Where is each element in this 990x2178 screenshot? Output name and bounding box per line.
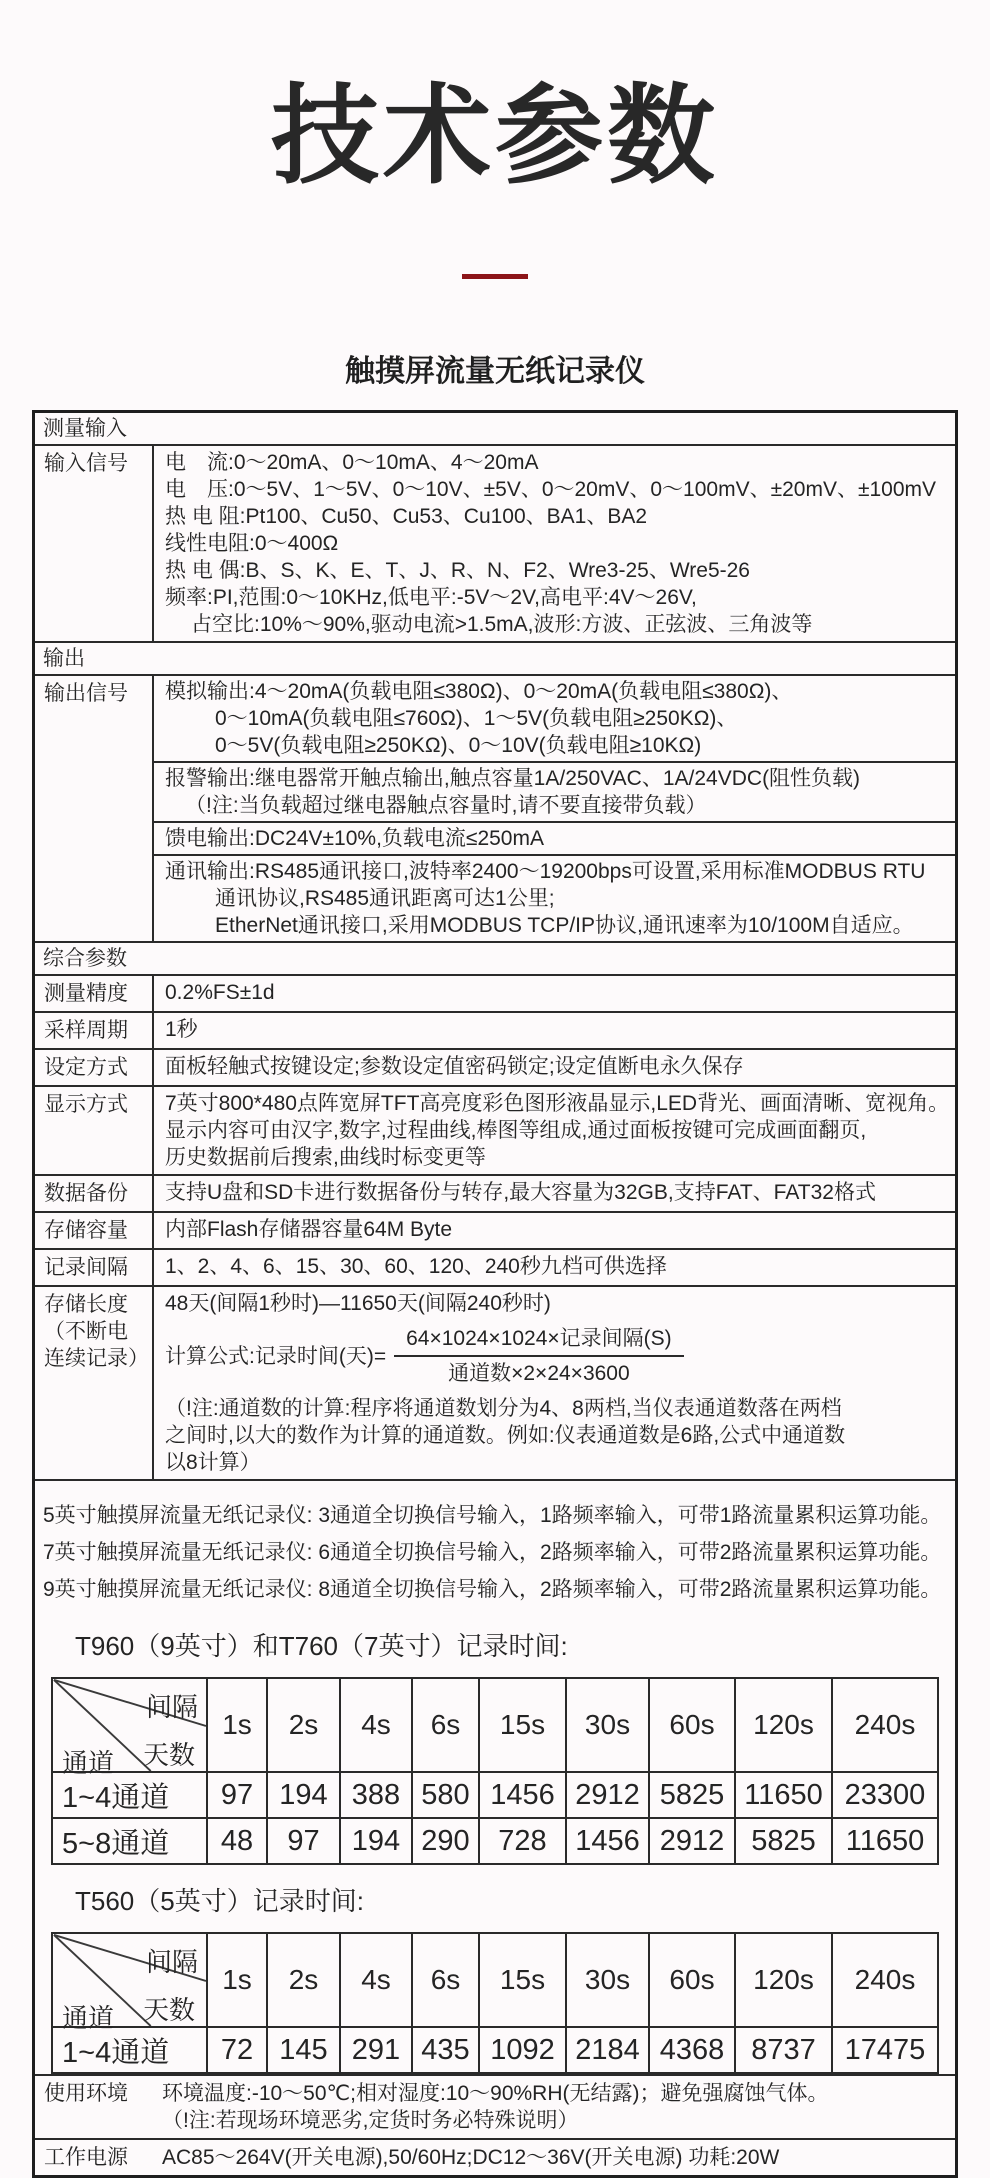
storage-label-line-3: 连续记录） <box>44 1347 149 1370</box>
t960-table-heading: T960（9英寸）和T760（7英寸）记录时间: <box>75 1631 568 1661</box>
spec-line-alarm-note: （!注:当负载超过继电器触点容量时,请不要直接带负载） <box>185 794 707 817</box>
environment-row <box>35 2074 955 2138</box>
storage-range: 48天(间隔1秒时)—11650天(间隔240秒时) <box>165 1292 551 1315</box>
storage-label-line-1: 存储长度 <box>44 1293 128 1316</box>
corner-days-label: 天数 <box>143 1995 196 2025</box>
t960-header-row <box>52 1678 938 1772</box>
spec-line-comm-3: EtherNet通讯接口,采用MODBUS TCP/IP协议,通讯速率为10/100M自适应。 <box>215 914 914 937</box>
spec-table <box>35 413 955 1481</box>
t960-cell: 1456 <box>566 1818 649 1864</box>
setting-value <box>153 1049 955 1086</box>
row-label-setting: 设定方式 <box>35 1049 153 1086</box>
spec-row-display <box>35 1086 955 1175</box>
row-label-capacity: 存储容量 <box>35 1212 153 1249</box>
spec-line-linear-resistance: 线性电阻:0～400Ω <box>165 532 339 555</box>
title-divider-dash <box>462 274 528 279</box>
spec-line-display-2: 显示内容可由汉字,数字,过程曲线,棒图等组成,通过面板按键可完成画面翻页, <box>165 1119 867 1142</box>
page-subtitle: 触摸屏流量无纸记录仪 <box>345 355 645 388</box>
environment-value <box>162 2080 955 2134</box>
feed-output-block <box>154 823 955 856</box>
t960-row-ch1-4 <box>52 1772 938 1818</box>
section-header-measure-input: 测量输入 <box>35 413 955 445</box>
t960-col-header: 240s <box>832 1678 938 1772</box>
corner-interval-label: 间隔 <box>145 1692 198 1722</box>
t960-diagonal-corner-cell <box>52 1678 207 1778</box>
output-signal-value <box>153 675 955 942</box>
capacity-value <box>153 1212 955 1249</box>
t960-cell: 11650 <box>735 1772 832 1818</box>
spec-line-alarm-1: 报警输出:继电器常开触点输出,触点容量1A/250VAC、1A/24VDC(阻性负载) <box>165 767 861 790</box>
environment-line-2: （!注:若现场环境恶劣,定货时务必特殊说明） <box>162 2109 579 2132</box>
t560-row-label: 1~4通道 <box>52 2027 207 2073</box>
spec-line-current: 电 流:0～20mA、0～10mA、4～20mA <box>165 451 539 474</box>
power-value <box>162 2144 955 2171</box>
t960-col-header: 1s <box>207 1678 267 1772</box>
model-7inch-description: 7英寸触摸屏流量无纸记录仪: 6通道全切换信号输入，2路频率输入，可带2路流量累积运算功能。 <box>43 1541 942 1564</box>
spec-line-analog-2: 0～10mA(负载电阻≤760Ω)、1～5V(负载电阻≥250KΩ)、 <box>215 707 738 730</box>
section-row-output <box>35 642 955 675</box>
t960-row-label: 1~4通道 <box>52 1772 207 1818</box>
t960-row-label: 5~8通道 <box>52 1818 207 1864</box>
row-label-sampling: 采样周期 <box>35 1012 153 1049</box>
corner-channels-label: 通道 <box>62 1748 115 1778</box>
spec-line-duty-cycle: 占空比:10%～90%,驱动电流>1.5mA,波形:方波、正弦波、三角波等 <box>191 613 813 636</box>
row-label-display: 显示方式 <box>35 1086 153 1175</box>
input-signal-value <box>153 445 955 642</box>
storage-length-value <box>153 1286 955 1480</box>
spec-line-rtd: 热 电 阻:Pt100、Cu50、Cu53、Cu100、BA1、BA2 <box>165 505 648 528</box>
model-descriptions <box>35 1481 955 1608</box>
spec-row-input-signal <box>35 445 955 642</box>
row-label-accuracy: 测量精度 <box>35 975 153 1012</box>
t560-diagonal-corner-cell <box>52 1933 207 2033</box>
spec-line-thermocouple: 热 电 偶:B、S、K、E、T、J、R、N、F2、Wre3-25、Wre5-26 <box>165 559 750 582</box>
alarm-output-block <box>154 763 955 823</box>
t560-col-header: 2s <box>267 1933 340 2027</box>
spec-line-sampling: 1秒 <box>165 1018 198 1041</box>
t560-cell: 291 <box>340 2027 412 2073</box>
t960-cell: 194 <box>267 1772 340 1818</box>
t560-row-ch1-4 <box>52 2027 938 2073</box>
t560-cell: 435 <box>412 2027 479 2073</box>
t560-cell: 2184 <box>566 2027 649 2073</box>
section-header-general: 综合参数 <box>35 942 955 975</box>
spec-line-capacity: 内部Flash存储器容量64M Byte <box>165 1218 453 1241</box>
corner-days-label: 天数 <box>143 1740 196 1770</box>
formula-numerator: 64×1024×1024×记录间隔(S) <box>394 1325 684 1357</box>
spec-line-setting: 面板轻触式按键设定;参数设定值密码锁定;设定值断电永久保存 <box>165 1055 744 1078</box>
t960-cell: 580 <box>412 1772 479 1818</box>
spec-line-interval: 1、2、4、6、15、30、60、120、240秒九档可供选择 <box>165 1255 667 1278</box>
storage-note-1: （!注:通道数的计算:程序将通道数划分为4、8两档,当仪表通道数落在两档 <box>165 1397 842 1420</box>
t960-cell: 290 <box>412 1818 479 1864</box>
row-label-storage-length <box>35 1286 153 1480</box>
t960-cell: 194 <box>340 1818 412 1864</box>
corner-channels-label: 通道 <box>62 2003 115 2033</box>
storage-note-3: 以8计算） <box>165 1451 261 1474</box>
t560-cell: 72 <box>207 2027 267 2073</box>
t560-cell: 4368 <box>649 2027 735 2073</box>
storage-note-2: 之间时,以大的数作为计算的通道数。例如:仪表通道数是6路,公式中通道数 <box>165 1424 846 1447</box>
t960-cell: 11650 <box>832 1818 938 1864</box>
t560-col-header: 120s <box>735 1933 832 2027</box>
spec-line-display-1: 7英寸800*480点阵宽屏TFT高亮度彩色图形液晶显示,LED背光、画面清晰、宽视角。 <box>165 1092 950 1115</box>
spec-line-voltage: 电 压:0～5V、1～5V、0～10V、±5V、0～20mV、0～100mV、±20mV、±100mV <box>165 478 937 501</box>
accuracy-value <box>153 975 955 1012</box>
spec-line-analog-3: 0～5V(负载电阻≥250KΩ)、0～10V(负载电阻≥10KΩ) <box>215 734 702 757</box>
interval-value <box>153 1249 955 1286</box>
t960-col-header: 60s <box>649 1678 735 1772</box>
backup-value <box>153 1175 955 1212</box>
t960-cell: 388 <box>340 1772 412 1818</box>
t560-table-heading: T560（5英寸）记录时间: <box>75 1886 364 1916</box>
t960-cell: 5825 <box>735 1818 832 1864</box>
spec-line-comm-1: 通讯输出:RS485通讯接口,波特率2400～19200bps可设置,采用标准MODBUS RTU <box>165 860 926 883</box>
page-title: 技术参数 <box>270 75 719 196</box>
row-label-output-signal: 输出信号 <box>35 675 153 942</box>
row-label-environment: 使用环境 <box>44 2082 128 2105</box>
comm-output-block <box>154 856 955 941</box>
spec-line-analog-1: 模拟输出:4～20mA(负载电阻≤380Ω)、0～20mA(负载电阻≤380Ω)、 <box>165 680 793 703</box>
spec-line-frequency: 频率:PI,范围:0～10KHz,低电平:-5V～2V,高电平:4V～26V, <box>165 586 697 609</box>
spec-row-accuracy <box>35 975 955 1012</box>
row-label-backup: 数据备份 <box>35 1175 153 1212</box>
t560-cell: 17475 <box>832 2027 938 2073</box>
t560-col-header: 15s <box>479 1933 566 2027</box>
display-value <box>153 1086 955 1175</box>
t960-cell: 23300 <box>832 1772 938 1818</box>
section-header-output: 输出 <box>35 642 955 675</box>
t560-col-header: 6s <box>412 1933 479 2027</box>
t960-row-ch5-8 <box>52 1818 938 1864</box>
formula-lhs: 计算公式:记录时间(天)= <box>165 1344 387 1368</box>
model-9inch-description: 9英寸触摸屏流量无纸记录仪: 8通道全切换信号输入，2路频率输入，可带2路流量累积运算功能。 <box>43 1578 942 1601</box>
power-line: AC85～264V(开关电源),50/60Hz;DC12～36V(开关电源) 功耗:20W <box>162 2146 780 2169</box>
t560-cell: 8737 <box>735 2027 832 2073</box>
t560-cell: 1092 <box>479 2027 566 2073</box>
spec-row-setting <box>35 1049 955 1086</box>
t560-col-header: 240s <box>832 1933 938 2027</box>
t560-col-header: 1s <box>207 1933 267 2027</box>
storage-label-line-2: （不断电 <box>44 1320 128 1343</box>
storage-formula <box>165 1325 953 1387</box>
section-row-general <box>35 942 955 975</box>
t960-col-header: 15s <box>479 1678 566 1772</box>
t560-header-row <box>52 1933 938 2027</box>
t960-col-header: 4s <box>340 1678 412 1772</box>
t960-col-header: 30s <box>566 1678 649 1772</box>
power-row <box>35 2138 955 2175</box>
t960-col-header: 120s <box>735 1678 832 1772</box>
sampling-value <box>153 1012 955 1049</box>
spec-row-capacity <box>35 1212 955 1249</box>
spec-sheet-box <box>32 410 958 2178</box>
t960-cell: 2912 <box>566 1772 649 1818</box>
row-label-interval: 记录间隔 <box>35 1249 153 1286</box>
t960-col-header: 6s <box>412 1678 479 1772</box>
spec-line-backup: 支持U盘和SD卡进行数据备份与转存,最大容量为32GB,支持FAT、FAT32格式 <box>165 1181 876 1204</box>
spec-line-comm-2: 通讯协议,RS485通讯距离可达1公里; <box>215 887 555 910</box>
spec-line-feed: 馈电输出:DC24V±10%,负载电流≤250mA <box>165 827 544 850</box>
t960-cell: 1456 <box>479 1772 566 1818</box>
row-label-power: 工作电源 <box>44 2146 128 2169</box>
t960-col-header: 2s <box>267 1678 340 1772</box>
formula-fraction <box>394 1325 684 1387</box>
t960-cell: 48 <box>207 1818 267 1864</box>
record-table-t960 <box>51 1677 939 1865</box>
record-table-t560 <box>51 1932 939 2074</box>
t560-col-header: 60s <box>649 1933 735 2027</box>
t560-col-header: 4s <box>340 1933 412 2027</box>
t960-cell: 2912 <box>649 1818 735 1864</box>
t960-cell: 97 <box>207 1772 267 1818</box>
spec-line-display-3: 历史数据前后搜索,曲线时标变更等 <box>165 1146 486 1169</box>
spec-row-interval <box>35 1249 955 1286</box>
spec-row-sampling <box>35 1012 955 1049</box>
spec-line-accuracy: 0.2%FS±1d <box>165 981 275 1004</box>
spec-row-output-signal <box>35 675 955 942</box>
analog-output-block <box>154 676 955 763</box>
model-5inch-description: 5英寸触摸屏流量无纸记录仪: 3通道全切换信号输入，1路频率输入，可带1路流量累积运算功能。 <box>43 1504 942 1527</box>
t960-cell: 728 <box>479 1818 566 1864</box>
row-label-input-signal: 输入信号 <box>35 445 153 642</box>
spec-row-storage-length <box>35 1286 955 1480</box>
spec-row-backup <box>35 1175 955 1212</box>
formula-denominator: 通道数×2×24×3600 <box>448 1362 630 1385</box>
section-row-measure-input <box>35 413 955 445</box>
t960-cell: 97 <box>267 1818 340 1864</box>
environment-line-1: 环境温度:-10～50℃;相对湿度:10～90%RH(无结露)；避免强腐蚀气体。 <box>162 2082 829 2105</box>
corner-interval-label: 间隔 <box>145 1947 198 1977</box>
t560-cell: 145 <box>267 2027 340 2073</box>
t960-cell: 5825 <box>649 1772 735 1818</box>
t560-col-header: 30s <box>566 1933 649 2027</box>
